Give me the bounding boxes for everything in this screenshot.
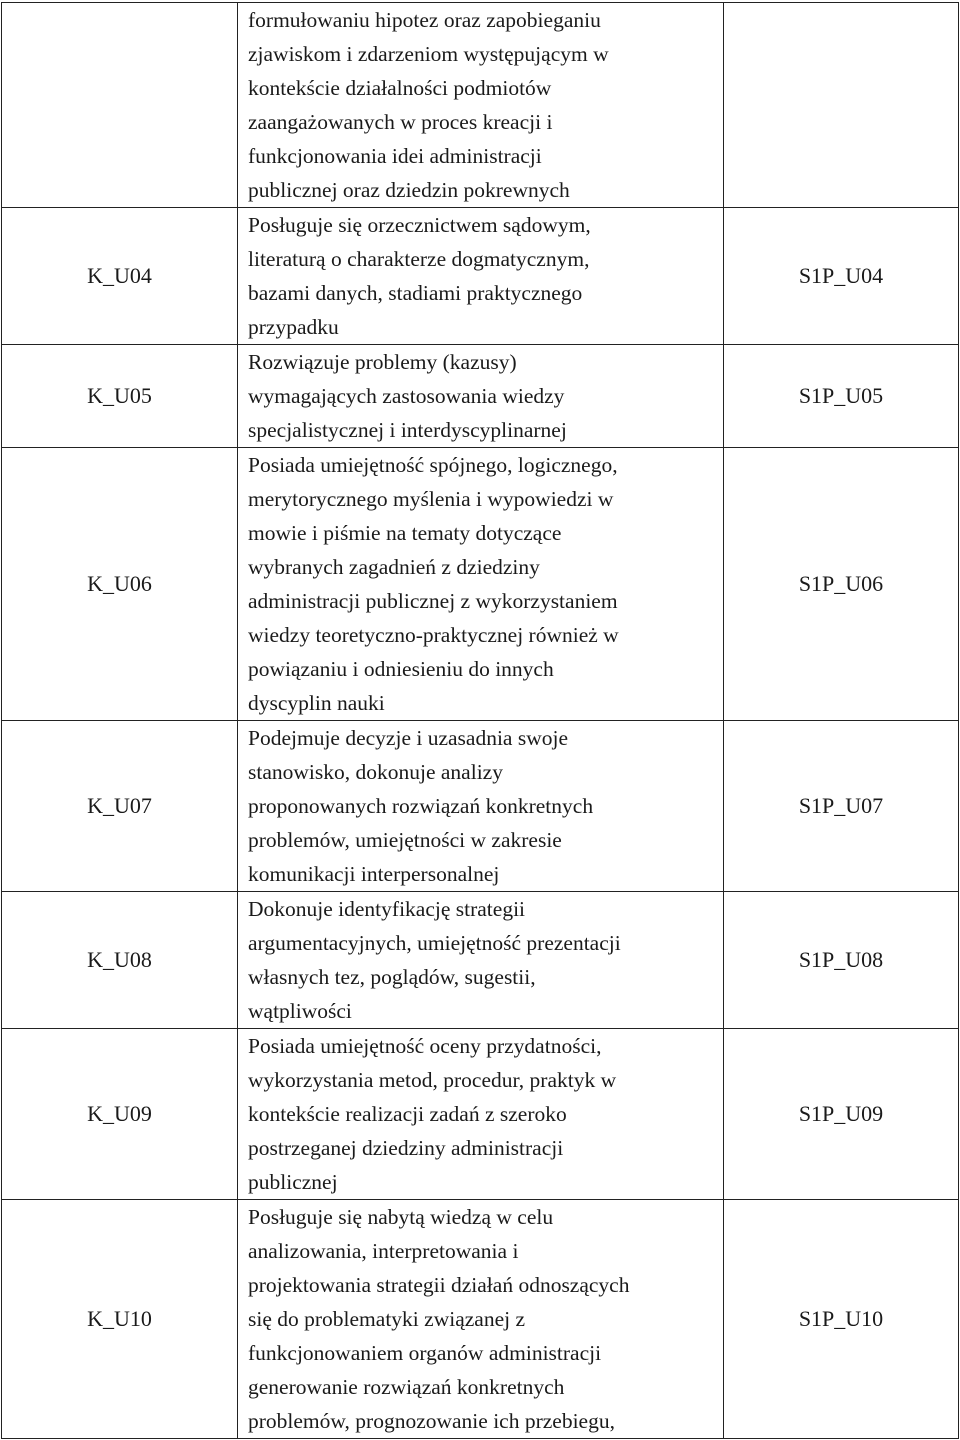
- outcome-description: [238, 721, 724, 892]
- outcome-description: [238, 1029, 724, 1200]
- outcome-code: K_U05: [2, 345, 238, 448]
- description-line: wybranych zagadnień z dziedziny: [248, 555, 540, 579]
- description-line: publicznej: [248, 1170, 338, 1194]
- description-line: Podejmuje decyzje i uzasadnia swoje: [248, 726, 569, 750]
- description-line: Posługuje się orzecznictwem sądowym,: [248, 213, 591, 237]
- description-line: mowie i piśmie na tematy dotyczące: [248, 521, 562, 545]
- reference-code: S1P_U07: [724, 721, 959, 892]
- outcome-code: K_U04: [2, 208, 238, 345]
- table-row: [2, 892, 959, 1029]
- description-line: literaturą o charakterze dogmatycznym,: [248, 247, 590, 271]
- description-line: wymagających zastosowania wiedzy: [248, 384, 565, 408]
- outcome-code: K_U10: [2, 1200, 238, 1439]
- description-line: specjalistycznej i interdyscyplinarnej: [248, 418, 567, 442]
- table-row: [2, 3, 959, 208]
- description-line: administracji publicznej z wykorzystaniem: [248, 589, 618, 613]
- table-row: [2, 1200, 959, 1439]
- description-line: dyscyplin nauki: [248, 691, 385, 715]
- table-row: [2, 721, 959, 892]
- description-line: przypadku: [248, 315, 339, 339]
- table-row: [2, 448, 959, 721]
- description-line: się do problematyki związanej z: [248, 1307, 526, 1331]
- description-line: funkcjonowaniem organów administracji: [248, 1341, 602, 1365]
- description-line: formułowaniu hipotez oraz zapobieganiu: [248, 8, 601, 32]
- table-body: [2, 3, 959, 1439]
- description-line: analizowania, interpretowania i: [248, 1239, 519, 1263]
- outcome-code: K_U09: [2, 1029, 238, 1200]
- description-line: argumentacyjnych, umiejętność prezentacji: [248, 931, 621, 955]
- description-line: kontekście realizacji zadań z szeroko: [248, 1102, 567, 1126]
- description-line: wiedzy teoretyczno-praktycznej również w: [248, 623, 619, 647]
- description-line: postrzeganej dziedziny administracji: [248, 1136, 564, 1160]
- description-line: zjawiskom i zdarzeniom występującym w: [248, 42, 609, 66]
- description-line: zaangażowanych w proces kreacji i: [248, 110, 553, 134]
- description-line: projektowania strategii działań odnoszących: [248, 1273, 630, 1297]
- reference-code: [724, 3, 959, 208]
- description-line: generowanie rozwiązań konkretnych: [248, 1375, 565, 1399]
- learning-outcomes-table: [1, 2, 959, 1439]
- reference-code: S1P_U09: [724, 1029, 959, 1200]
- description-line: merytorycznego myślenia i wypowiedzi w: [248, 487, 614, 511]
- outcome-code: K_U06: [2, 448, 238, 721]
- outcome-description: [238, 3, 724, 208]
- reference-code: S1P_U04: [724, 208, 959, 345]
- table-row: [2, 1029, 959, 1200]
- outcome-code: K_U07: [2, 721, 238, 892]
- description-line: powiązaniu i odniesieniu do innych: [248, 657, 554, 681]
- description-line: proponowanych rozwiązań konkretnych: [248, 794, 594, 818]
- description-line: wątpliwości: [248, 999, 352, 1023]
- reference-code: S1P_U10: [724, 1200, 959, 1439]
- description-line: funkcjonowania idei administracji: [248, 144, 542, 168]
- reference-code: S1P_U08: [724, 892, 959, 1029]
- description-line: Rozwiązuje problemy (kazusy): [248, 350, 517, 374]
- description-line: Posiada umiejętność oceny przydatności,: [248, 1034, 602, 1058]
- outcome-code: [2, 3, 238, 208]
- outcome-description: [238, 208, 724, 345]
- description-line: bazami danych, stadiami praktycznego: [248, 281, 583, 305]
- outcome-description: [238, 892, 724, 1029]
- description-line: problemów, prognozowanie ich przebiegu,: [248, 1409, 615, 1433]
- description-line: problemów, umiejętności w zakresie: [248, 828, 562, 852]
- reference-code: S1P_U05: [724, 345, 959, 448]
- description-line: komunikacji interpersonalnej: [248, 862, 500, 886]
- table-row: [2, 345, 959, 448]
- description-line: stanowisko, dokonuje analizy: [248, 760, 503, 784]
- description-line: Posługuje się nabytą wiedzą w celu: [248, 1205, 554, 1229]
- outcome-description: [238, 345, 724, 448]
- outcome-description: [238, 1200, 724, 1439]
- description-line: Dokonuje identyfikację strategii: [248, 897, 526, 921]
- table-row: [2, 208, 959, 345]
- description-line: wykorzystania metod, procedur, praktyk w: [248, 1068, 617, 1092]
- description-line: Posiada umiejętność spójnego, logicznego,: [248, 453, 618, 477]
- description-line: kontekście działalności podmiotów: [248, 76, 552, 100]
- outcome-code: K_U08: [2, 892, 238, 1029]
- description-line: publicznej oraz dziedzin pokrewnych: [248, 178, 570, 202]
- outcome-description: [238, 448, 724, 721]
- description-line: własnych tez, poglądów, sugestii,: [248, 965, 536, 989]
- reference-code: S1P_U06: [724, 448, 959, 721]
